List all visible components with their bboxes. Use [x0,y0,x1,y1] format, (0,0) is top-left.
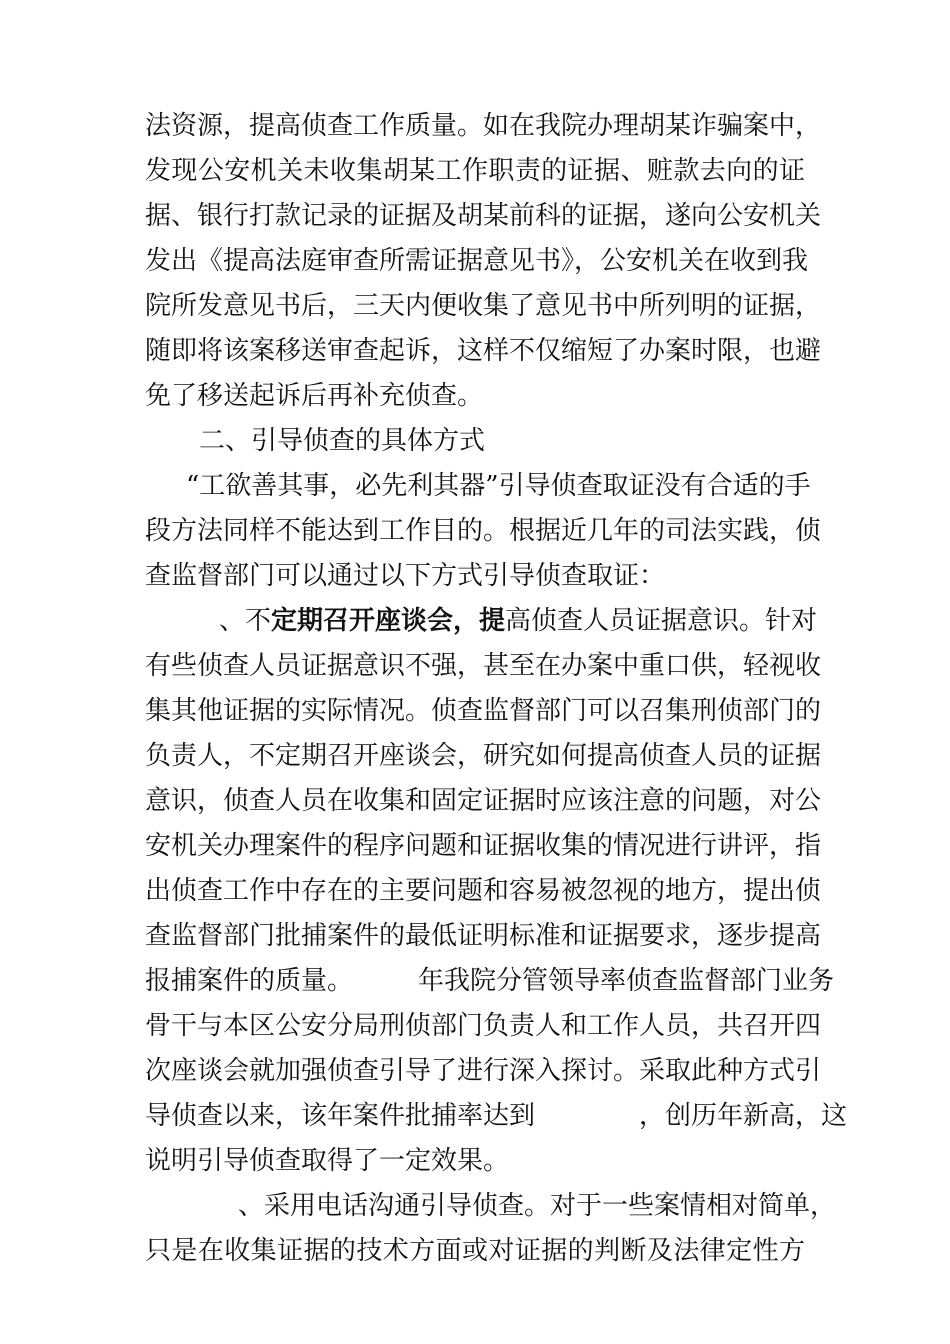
body-line: 导侦查以来，该年案件批捕率达到 ，创历年新高，这 [145,1101,848,1131]
body-line: 查监督部门可以通过以下方式引导侦查取证： [145,561,666,591]
item-lead-bold: 定期召开座谈会， [271,606,480,636]
body-line: 说明引导侦查取得了一定效果。 [145,1146,510,1176]
body-line: 报捕案件的质量。 年我院分管领导率侦查监督部门业务 [145,966,835,996]
body-line: 出侦查工作中存在的主要问题和容易被忽视的地方，提出侦 [145,876,822,906]
section-heading: 二、引导侦查的具体方式 [199,426,486,456]
body-line: 负责人，不定期召开座谈会，研究如何提高侦查人员的证据 [145,741,822,771]
body-line: 发现公安机关未收集胡某工作职责的证据、赃款去向的证 [145,156,805,186]
body-line: 意识，侦查人员在收集和固定证据时应该注意的问题，对公 [145,786,822,816]
item-lead-text: 高侦查人员证据意识。针对 [505,606,818,636]
body-line: 次座谈会就加强侦查引导了进行深入探讨。采取此种方式引 [145,1056,822,1086]
body-line: 据、银行打款记录的证据及胡某前科的证据，遂向公安机关 [145,201,822,231]
list-item-heading: 、采用电话沟通引导侦查。对于一些案情相对简单， [238,1191,837,1221]
item-lead-text: 、不 [219,606,272,636]
body-line: 查监督部门批捕案件的最低证明标准和证据要求，逐步提高 [145,921,822,951]
body-line: 随即将该案移送审查起诉，这样不仅缩短了办案时限，也避 [145,336,822,366]
body-line: 院所发意见书后，三天内便收集了意见书中所列明的证据， [145,291,822,321]
body-line: “工欲善其事，必先利其器”引导侦查取证没有合适的手 [186,471,811,501]
body-line: 免了移送起诉后再补充侦查。 [145,381,484,411]
body-line: 安机关办理案件的程序问题和证据收集的情况进行讲评，指 [145,831,822,861]
body-line: 骨干与本区公安分局刑侦部门负责人和工作人员，共召开四 [145,1011,822,1041]
body-line: 发出《提高法庭审查所需证据意见书》，公安机关在收到我 [145,246,809,276]
list-item-heading [219,600,818,642]
body-line: 只是在收集证据的技术方面或对证据的判断及法律定性方 [145,1236,805,1266]
body-line: 集其他证据的实际情况。侦查监督部门可以召集刑侦部门的 [145,696,822,726]
body-line: 段方法同样不能达到工作目的。根据近几年的司法实践，侦 [145,516,822,546]
body-line: 有些侦查人员证据意识不强，甚至在办案中重口供，轻视收 [145,651,822,681]
body-line: 法资源，提高侦查工作质量。如在我院办理胡某诈骗案中， [145,111,822,141]
item-lead-bold: 提 [479,606,506,636]
